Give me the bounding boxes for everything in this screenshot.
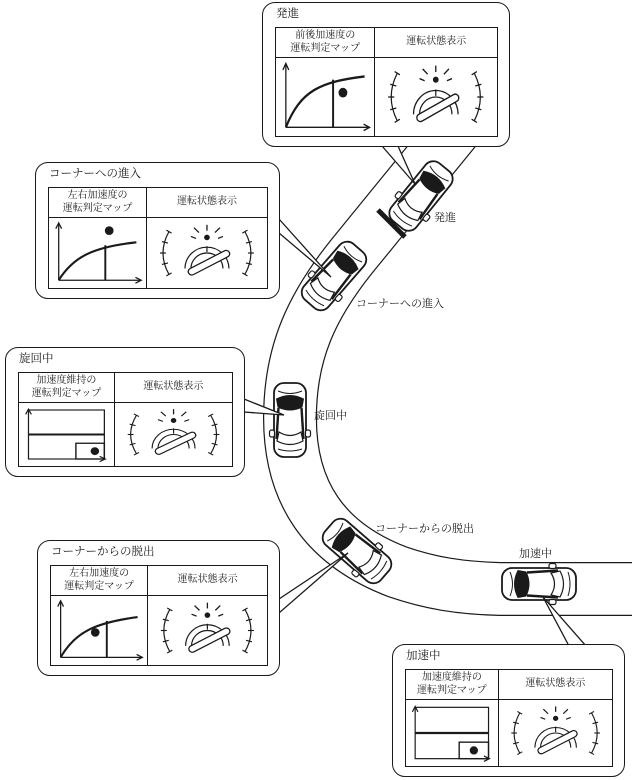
callout-panel bbox=[275, 27, 498, 137]
callout-panel bbox=[50, 565, 268, 666]
status-display-gauge bbox=[115, 403, 232, 466]
map-header: 加速度維持の 運転判定マップ bbox=[19, 373, 115, 403]
callout-turning bbox=[5, 347, 245, 477]
callout-tail-corner-entry bbox=[279, 219, 331, 277]
callout-title: 発進 bbox=[276, 8, 299, 20]
callout-corner-exit bbox=[37, 540, 280, 676]
state-point bbox=[339, 88, 348, 98]
map-header: 前後加速度の 運転判定マップ bbox=[276, 28, 375, 58]
callout-panel bbox=[18, 372, 233, 467]
display-header: 運転状態表示 bbox=[148, 566, 267, 596]
callout-title: コーナーへの進入 bbox=[49, 168, 141, 180]
flash-indicator-icon bbox=[420, 66, 452, 82]
callout-panel bbox=[405, 669, 613, 767]
status-display-gauge bbox=[499, 700, 612, 766]
flash-indicator-icon bbox=[192, 603, 224, 618]
state-point bbox=[105, 226, 114, 235]
state-point bbox=[91, 628, 100, 637]
judgment-map-graph bbox=[19, 403, 114, 466]
callout-title: コーナーからの脱出 bbox=[51, 546, 155, 558]
callout-title: 旋回中 bbox=[19, 353, 54, 365]
state-point bbox=[470, 746, 478, 754]
map-header: 左右加速度の 運転判定マップ bbox=[49, 188, 147, 218]
car-turning bbox=[270, 383, 311, 457]
display-header: 運転状態表示 bbox=[499, 670, 612, 700]
status-display-gauge bbox=[148, 596, 267, 665]
callout-corner-entry bbox=[35, 162, 280, 299]
map-header: 左右加速度の 運転判定マップ bbox=[51, 566, 148, 596]
flash-indicator-icon bbox=[191, 225, 223, 240]
map-header: 加速度維持の 運転判定マップ bbox=[406, 670, 499, 700]
callout-title: 加速中 bbox=[406, 650, 441, 662]
callout-tail-corner-exit bbox=[279, 553, 348, 613]
callout-accelerating bbox=[392, 644, 625, 777]
callout-start bbox=[262, 2, 510, 147]
display-header: 運転状態表示 bbox=[147, 188, 267, 218]
judgment-map-graph bbox=[49, 218, 146, 288]
status-display-gauge bbox=[147, 218, 267, 288]
road-label-accelerating: 加速中 bbox=[519, 548, 552, 560]
flash-indicator-icon bbox=[540, 706, 570, 720]
callout-panel bbox=[48, 187, 268, 289]
flash-indicator-icon bbox=[158, 409, 189, 422]
road-label-corner-entry: コーナーへの進入 bbox=[356, 298, 444, 310]
state-point bbox=[91, 447, 100, 455]
display-header: 運転状態表示 bbox=[115, 373, 232, 403]
judgment-map-graph bbox=[51, 596, 147, 665]
status-display-gauge bbox=[375, 58, 497, 136]
road-label-turning: 旋回中 bbox=[314, 410, 347, 422]
judgment-map-graph bbox=[276, 58, 374, 136]
judgment-map-graph bbox=[406, 700, 498, 766]
road-label-corner-exit: コーナーからの脱出 bbox=[375, 523, 474, 535]
road-label-start: 発進 bbox=[434, 212, 456, 224]
car-accelerating bbox=[502, 564, 576, 605]
display-header: 運転状態表示 bbox=[375, 28, 497, 58]
